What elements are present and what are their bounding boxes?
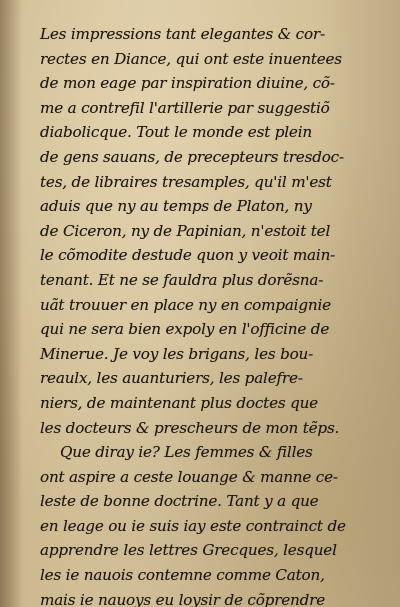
text-line: en leage ou ie suis iay este contrainct de [40, 516, 346, 535]
text-line: reaulx, les auanturiers, les palefre- [40, 369, 303, 388]
text-line: Les impressions tant elegantes & cor- [40, 25, 325, 43]
text-line: aduis que ny au temps de Platon, ny [40, 197, 312, 216]
text-line: qui ne sera bien expoly en l'officine de [40, 320, 330, 339]
text-line: Minerue. Je voy les brigans, les bou- [40, 344, 314, 363]
text-line: me a contrefil l'artillerie par suggestiõ [40, 98, 330, 117]
text-line: de gens sauans, de precepteurs tresdoc- [40, 147, 344, 166]
text-line: uãt trouuer en place ny en compaignie [40, 295, 331, 314]
text-line: leste de bonne doctrine. Tant y a que [40, 492, 319, 511]
text-line: le cõmodite destude quon y veoit main- [40, 246, 336, 265]
text-line: de mon eage par inspiration diuine, cõ- [40, 74, 335, 93]
text-line: ont aspire a ceste louange & manne ce- [40, 467, 338, 486]
binding-shadow [0, 0, 22, 607]
text-block [40, 22, 380, 607]
text-line: niers, de maintenant plus doctes que [40, 393, 318, 412]
text-line: diabolicque. Tout le monde est plein [40, 123, 312, 142]
text-line: de Ciceron, ny de Papinian, n'estoit tel [40, 221, 331, 240]
text-line: apprendre les lettres Grecques, lesquel [40, 541, 337, 560]
paragraph-start-line: Que diray ie? Les femmes & filles [60, 443, 313, 462]
text-line: mais ie nauoys eu loysir de cõprendre [40, 590, 325, 607]
text-line: rectes en Diance, qui ont este inuentees [40, 49, 342, 68]
text-line: tes, de libraires tresamples, qu'il m'est [40, 172, 332, 191]
text-line: tenant. Et ne se fauldra plus dorẽsna- [40, 270, 324, 289]
text-line: les ie nauois contemne comme Caton, [40, 566, 325, 585]
text-line: les docteurs & prescheurs de mon tẽps. [40, 418, 340, 437]
